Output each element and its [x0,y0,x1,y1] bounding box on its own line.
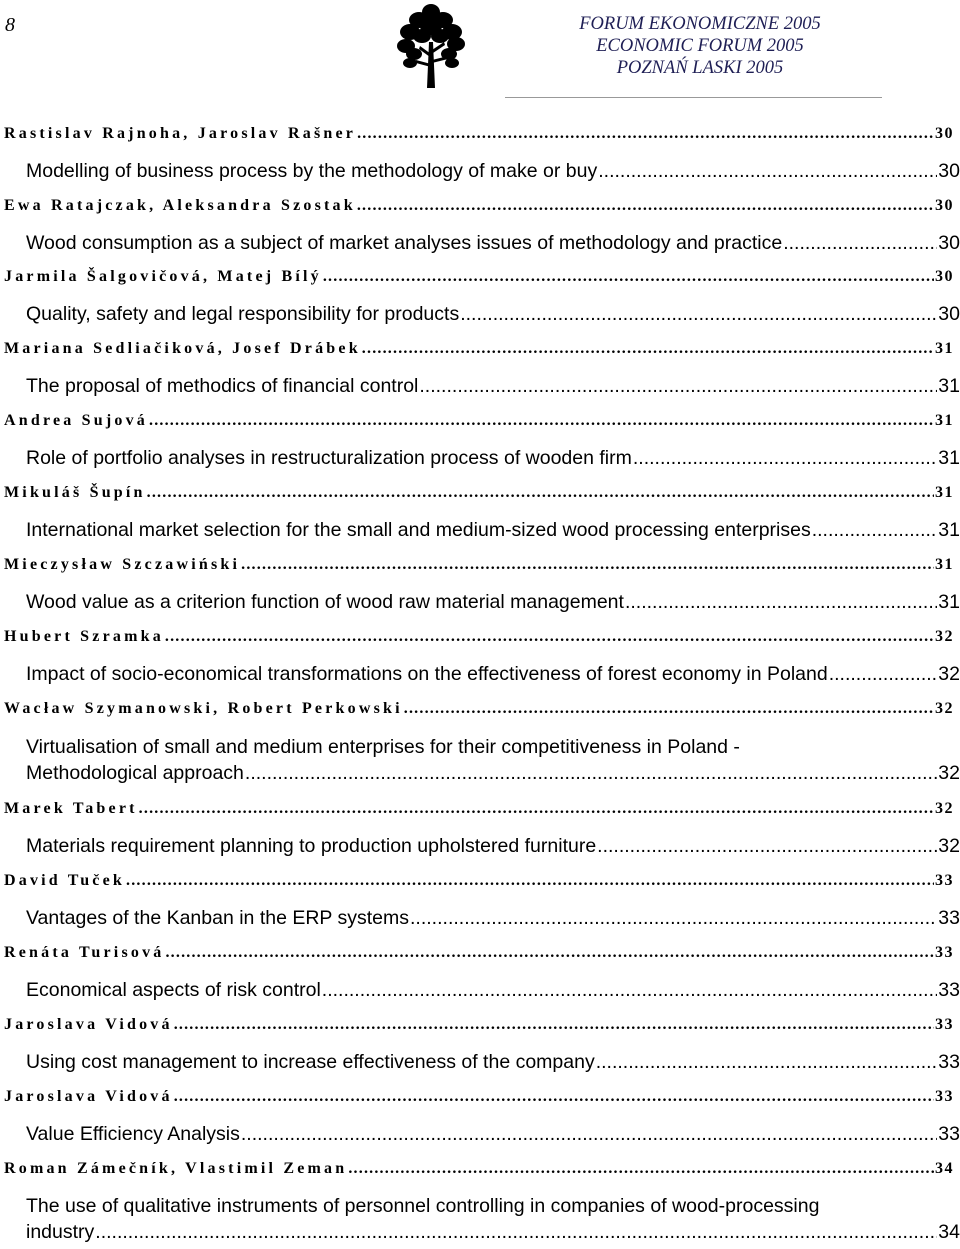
page-number: 31 [938,519,960,541]
dot-leader [174,1016,934,1034]
dot-leader [323,268,934,286]
dot-leader [460,303,937,326]
author-page-number: 34 [935,1160,954,1177]
toc-title-entry [26,1221,960,1244]
author-page-number: 31 [935,556,954,573]
paper-title: Quality, safety and legal responsibility for products [26,303,460,325]
author-page-number: 32 [935,700,954,717]
dot-leader [165,628,934,646]
page-number: 32 [938,762,960,784]
toc-author-entry [4,700,954,718]
dot-leader [596,1051,938,1074]
toc-title-entry [26,907,960,930]
author-page-number: 30 [935,197,954,214]
author-page-number: 31 [935,340,954,357]
page-number: 30 [938,303,960,325]
author-names: David Tuček [4,872,126,889]
paper-title: Modelling of business process by the methodology of make or buy [26,160,598,182]
toc-author-entry [4,340,954,358]
page-number: 33 [938,1051,960,1073]
author-page-number: 33 [935,1088,954,1105]
author-page-number: 33 [935,944,954,961]
dot-leader [165,944,934,962]
author-names: Marek Tabert [4,800,138,817]
page-number: 32 [938,663,960,685]
paper-title: Methodological approach [26,762,244,784]
conference-line: FORUM EKONOMICZNE 2005 [579,14,821,34]
author-page-number: 32 [935,800,954,817]
toc-author-entry [4,268,954,286]
dot-leader [95,1221,937,1244]
toc-title-entry [26,1051,960,1074]
dot-leader [597,835,937,858]
dot-leader [598,160,937,183]
toc-title-entry [26,232,960,255]
paper-title: Value Efficiency Analysis [26,1123,240,1145]
dot-leader [149,412,934,430]
author-names: Mikuláš Šupín [4,484,146,501]
page-number: 34 [938,1221,960,1243]
paper-title: Economical aspects of risk control [26,979,321,1001]
dot-leader [404,700,934,718]
author-names: Mariana Sedliačiková, Josef Drábek [4,340,361,357]
dot-leader [362,340,934,358]
page-number: 8 [5,14,15,36]
toc-author-entry [4,1160,954,1178]
author-page-number: 30 [935,125,954,142]
dot-leader [633,447,937,470]
dot-leader [241,1123,937,1146]
toc-author-entry [4,556,954,574]
toc-title-entry [26,519,960,542]
toc-author-entry [4,628,954,646]
author-page-number: 33 [935,872,954,889]
author-names: Roman Zámečník, Vlastimil Zeman [4,1160,348,1177]
dot-leader [322,979,938,1002]
author-names: Rastislav Rajnoha, Jaroslav Rašner [4,125,357,142]
dot-leader [410,907,937,930]
conference-title [520,13,880,79]
author-names: Ewa Ratajczak, Aleksandra Szostak [4,197,356,214]
dot-leader [245,762,937,785]
dot-leader [139,800,934,818]
toc-author-entry [4,800,954,818]
toc-author-entry [4,1016,954,1034]
paper-title: Role of portfolio analyses in restructuralization process of wooden firm [26,447,632,469]
paper-title: Wood value as a criterion function of wood raw material management [26,591,624,613]
paper-title: Materials requirement planning to production upholstered furniture [26,835,597,857]
page-number: 31 [938,591,960,613]
author-names: Jaroslava Vidová [4,1016,173,1033]
toc-title-entry [26,663,960,686]
dot-leader [126,872,934,890]
toc-title-entry [26,979,960,1002]
toc-title-entry [26,160,960,183]
toc-author-entry [4,944,954,962]
toc-title-entry [26,762,960,785]
paper-title: Impact of socio-economical transformations on the effectiveness of forest economy in Poland [26,663,828,685]
author-names: Jarmila Šalgovičová, Matej Bílý [4,268,322,285]
page-number: 30 [938,232,960,254]
toc-title-entry [26,375,960,398]
toc-author-entry [4,197,954,215]
conference-line: POZNAŃ LASKI 2005 [616,58,784,78]
dot-leader [357,125,934,143]
dot-leader [625,591,937,614]
page-number: 33 [938,1123,960,1145]
header-rule [505,97,882,98]
author-page-number: 31 [935,412,954,429]
toc-author-entry [4,412,954,430]
dot-leader [147,484,934,502]
page-number: 33 [938,979,960,1001]
author-page-number: 33 [935,1016,954,1033]
author-names: Jaroslava Vidová [4,1088,173,1105]
page-number: 31 [938,447,960,469]
author-page-number: 30 [935,268,954,285]
paper-title-line: Virtualisation of small and medium enterprises for their competitiveness in Poland - [26,736,740,758]
paper-title-line: The use of qualitative instruments of personnel controlling in companies of wood-processing [26,1195,820,1217]
toc-title-entry [26,303,960,326]
paper-title: Using cost management to increase effectiveness of the company [26,1051,595,1073]
toc-author-entry [4,872,954,890]
paper-title: Wood consumption as a subject of market analyses issues of methodology and practice [26,232,783,254]
dot-leader [419,375,937,398]
dot-leader [241,556,934,574]
page-number: 33 [938,907,960,929]
conference-line: ECONOMIC FORUM 2005 [596,36,804,56]
author-names: Renáta Turisová [4,944,165,961]
author-page-number: 32 [935,628,954,645]
tree-icon [392,2,470,90]
page-number: 31 [938,375,960,397]
dot-leader [812,519,938,542]
toc-author-entry [4,125,954,143]
toc-author-entry [4,1088,954,1106]
dot-leader [357,197,934,215]
paper-title: Vantages of the Kanban in the ERP systems [26,907,410,929]
dot-leader [783,232,937,255]
page-number: 30 [938,160,960,182]
page-number: 32 [938,835,960,857]
author-names: Mieczysław Szczawiński [4,556,241,573]
toc-title-entry [26,447,960,470]
paper-title: industry [26,1221,95,1243]
toc-title-entry [26,835,960,858]
author-names: Andrea Sujová [4,412,148,429]
paper-title: International market selection for the small and medium-sized wood processing enterprises [26,519,811,541]
toc-author-entry [4,484,954,502]
dot-leader [174,1088,934,1106]
dot-leader [829,663,938,686]
page-header [0,0,960,100]
paper-title: The proposal of methodics of financial control [26,375,419,397]
author-names: Hubert Szramka [4,628,164,645]
author-names: Wacław Szymanowski, Robert Perkowski [4,700,403,717]
dot-leader [348,1160,934,1178]
toc-title-entry [26,1123,960,1146]
author-page-number: 31 [935,484,954,501]
toc-title-entry [26,591,960,614]
